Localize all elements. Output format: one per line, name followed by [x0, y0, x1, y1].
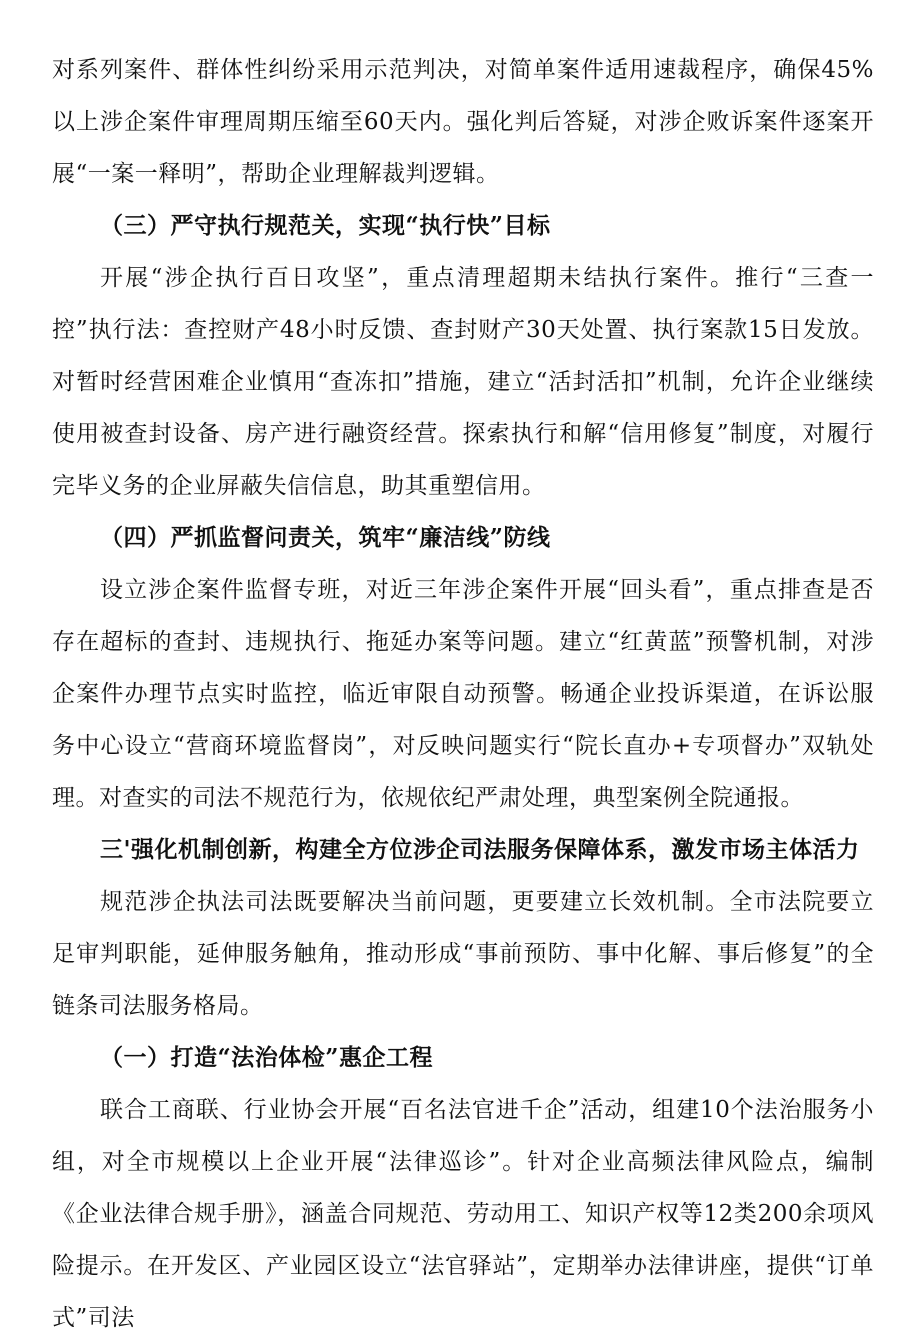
paragraph-mechanism-intro: 规范涉企执法司法既要解决当前问题，更要建立长效机制。全市法院要立足审判职能，延伸服务触角，推动形成“事前预防、事中化解、事后修复”的全链条司法服务格局。: [52, 889, 874, 1019]
section-heading-legal-checkup: （一）打造“法治体检”惠企工程: [100, 1044, 433, 1071]
paragraph-legal-checkup: 联合工商联、行业协会开展“百名法官进千企”活动，组建10个法治服务小组，对全市规模以上企业开展“法律巡诊”。针对企业高频法律风险点，编制《企业法律合规手册》，涵盖合同规范、劳动用工、知识产权等12类200余项风险提示。在开发区、产业园区设立“法官驿站”，定期举办法律讲座，提供“订单式”司法: [52, 1097, 874, 1331]
section-heading-supervision: （四）严抓监督问责关，筑牢“廉洁线”防线: [100, 524, 551, 551]
section-heading-execution: （三）严守执行规范关，实现“执行快”目标: [100, 212, 551, 239]
chapter-heading-mechanism: 三'强化机制创新，构建全方位涉企司法服务保障体系，激发市场主体活力: [100, 836, 860, 863]
paragraph-summary-trial: 对系列案件、群体性纠纷采用示范判决，对简单案件适用速裁程序，确保45%以上涉企案件审理周期压缩至60天内。强化判后答疑，对涉企败诉案件逐案开展“一案一释明”，帮助企业理解裁判逻辑。: [52, 57, 874, 187]
paragraph-supervision: 设立涉企案件监督专班，对近三年涉企案件开展“回头看”，重点排查是否存在超标的查封、违规执行、拖延办案等问题。建立“红黄蓝”预警机制，对涉企案件办理节点实时监控，临近审限自动预警。畅通企业投诉渠道，在诉讼服务中心设立“营商环境监督岗”，对反映问题实行“院长直办+专项督办”双轨处理。对查实的司法不规范行为，依规依纪严肃处理，典型案例全院通报。: [52, 577, 874, 811]
document-page: [52, 44, 874, 1344]
paragraph-execution: 开展“涉企执行百日攻坚”，重点清理超期未结执行案件。推行“三查一控”执行法：查控财产48小时反馈、查封财产30天处置、执行案款15日发放。对暂时经营困难企业慎用“查冻扣”措施，建立“活封活扣”机制，允许企业继续使用被查封设备、房产进行融资经营。探索执行和解“信用修复”制度，对履行完毕义务的企业屏蔽失信信息，助其重塑信用。: [52, 265, 874, 499]
